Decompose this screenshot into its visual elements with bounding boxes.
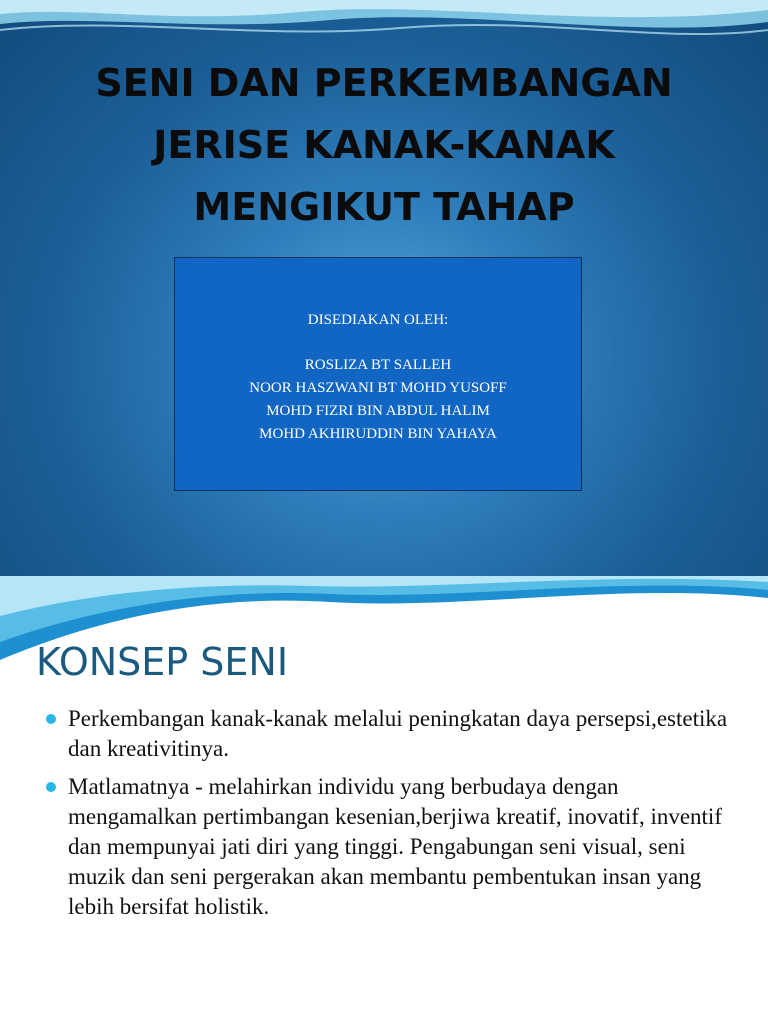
title-line: SENI DAN PERKEMBANGAN [95,61,673,105]
slide-title [40,52,728,238]
bullet-text: Perkembangan kanak-kanak melalui peningkatan daya persepsi,estetika dan kreativitinya. [68,706,728,761]
title-line: JERISE KANAK-KANAK [153,123,615,167]
author-list [175,354,581,446]
bullet-icon [46,714,56,724]
author-name: MOHD AKHIRUDDIN BIN YAHAYA [259,426,497,442]
prepared-by-label: DISEDIAKAN OLEH: [307,312,449,328]
content-slide [0,576,768,1024]
bullet-text: Matlamatnya - melahirkan individu yang berbudaya dengan mengamalkan pertimbangan kesenian,berjiwa kreatif, inovatif, inventif dan mempunyai jati diri yang tinggi. Pengabungan seni visual, seni muzik dan seni pergerakan akan membantu pembentukan insan yang lebih bersifat holistik. [68,774,722,919]
title-line: MENGIKUT TAHAP [193,185,575,229]
bullet-list [68,704,748,930]
author-name: MOHD FIZRI BIN ABDUL HALIM [266,403,490,419]
authors-box [174,257,582,491]
author-name: NOOR HASZWANI BT MOHD YUSOFF [249,380,507,396]
slide-heading: KONSEP SENI [36,640,289,684]
list-item [68,772,748,922]
list-item [68,704,748,764]
author-name: ROSLIZA BT SALLEH [304,357,452,373]
bullet-icon [46,782,56,792]
